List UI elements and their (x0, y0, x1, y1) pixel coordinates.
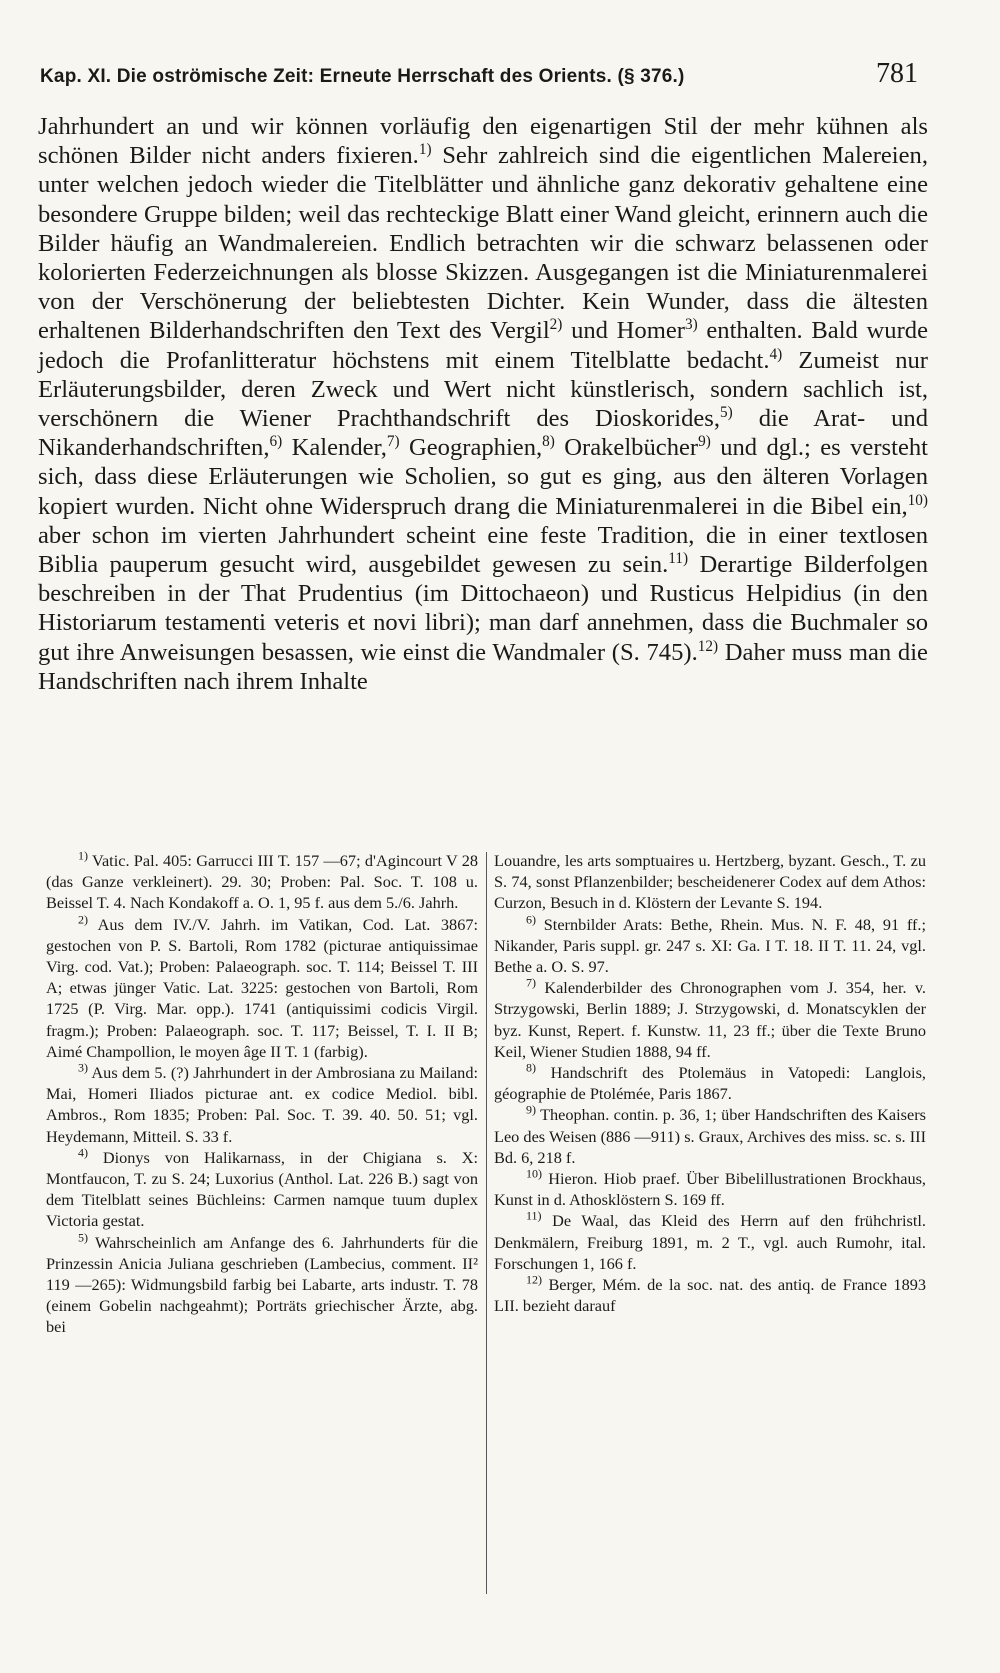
footnote (46, 1062, 478, 1147)
footnote-text: Aus dem IV./V. Jahrh. im Vatikan, Cod. Lat. 3867: gestochen von P. S. Bartoli, Rom 1782 (picturae antiquissimae Virg. cod. Vat.); Proben: Palaeograph. soc. T. 114; Beissel T. III A; etwas jünger Vatic. Lat. 3225: gestochen von Bartoli, Rom 1725 (P. Virg. Mar. opp.). 1741 (antiquissimi codicis Virgil. fragm.); Proben: Palaeograph. soc. T. 117; Beissel, T. I. II B; Aimé Champollion, le moyen âge II T. 1 (farbig). (46, 914, 478, 1061)
footnote-reference: 1) (418, 141, 432, 159)
body-text-run: und Homer (562, 317, 685, 345)
footnote (494, 1168, 926, 1210)
footnote-text: Hieron. Hiob praef. Über Bibelillustrationen Brockhaus, Kunst in d. Athosklöstern S. 169 ff. (494, 1169, 926, 1210)
footnote (46, 850, 478, 914)
footnote-number: 12) (526, 1272, 542, 1287)
footnote-reference: 2) (549, 316, 563, 334)
footnote-text: De Waal, das Kleid des Herrn auf den frühchristl. Denkmälern, Freiburg 1891, m. 2 T., vgl. auch Rumohr, ital. Forschungen 1, 166 f. (494, 1211, 926, 1273)
body-text-run: Geographien, (399, 434, 543, 462)
footnote-text: Handschrift des Ptolemäus in Vatopedi: Langlois, géographie de Ptolémée, Paris 1867. (494, 1063, 926, 1104)
footnote (46, 914, 478, 1062)
footnote-reference: 6) (269, 433, 283, 451)
body-text-run: Zumeist nur Erläuterungsbilder, deren Zweck und Wert nicht künstlerisch, sondern sachlich ist, verschönern die Wiener Prachthandschrift des Dioskorides, (38, 346, 929, 433)
page-header (40, 58, 918, 98)
footnote-text: Vatic. Pal. 405: Garrucci III T. 157 —67; d'Agincourt V 28 (das Ganze verkleinert). 29. 30; Proben: Pal. Soc. T. 108 u. Beissel T. 4. Nach Kondakoff a. O. 1, 95 f. aus dem 5./6. Jahrh. (46, 851, 478, 913)
body-text-run: Orakelbücher (554, 434, 699, 462)
footnote-text: Louandre, les arts somptuaires u. Hertzberg, byzant. Gesch., T. zu S. 74, sonst Pflanzenbilder; bescheidenerer Codex auf dem Athos: Curzon, Besuch in d. Klöstern der Levante S. 194. (494, 851, 926, 913)
footnote-text: Sternbilder Arats: Bethe, Rhein. Mus. N. F. 48, 91 ff.; Nikander, Paris suppl. gr. 247 s. XI: Ga. I T. 18. II T. 11. 24, vgl. Bethe a. O. S. 97. (494, 914, 926, 977)
footnote-text: Aus dem 5. (?) Jahrhundert in der Ambrosiana zu Mailand: Mai, Homeri Iliados picturae ant. ex codice Mediol. bibl. Ambros., Rom 1835; Proben: Pal. Soc. T. 39. 40. 50. 51; vgl. Heydemann, Mitteil. S. 33 f. (46, 1063, 478, 1146)
footnote-reference: 4) (769, 345, 783, 363)
footnote-text: Berger, Mém. de la soc. nat. des antiq. de France 1893 LII. bezieht darauf (494, 1275, 926, 1316)
footnote (494, 914, 926, 978)
body-text-run: Sehr zahlreich sind die eigentlichen Malereien, unter welchen jedoch wieder die Titelblätter und ähnliche ganz dekorativ gehaltene eine besondere Gruppe bilden; weil das rechteckige Blatt einer Wand gleicht, erinnern auch die Bilder häufig an Wandmalereien. Endlich betrachten wir die schwarz belassenen oder kolorierten Federzeichnungen als blosse Skizzen. Ausgegangen ist die Miniaturenmalerei von der Verschönerung der beliebtesten Dichter. Kein Wunder, dass die ältesten erhaltenen Bilderhandschriften den Text des Vergil (38, 142, 928, 345)
footnote (494, 1104, 926, 1168)
footnote-number: 5) (78, 1230, 88, 1245)
body-text-run: und dgl.; es versteht sich, dass diese Erläuterungen wie Scholien, so gut es ging, aus den älteren Vorlagen kopiert wurden. Nicht ohne Widerspruch drang die Miniaturenmalerei in die Bibel ein, (38, 434, 928, 520)
body-text-run: Derartige Bilderfolgen beschreiben in der That Prudentius (im Dittochaeon) und Rusticus Helpidius (in den Historiarum testamenti veteris et novi libri); man darf annehmen, dass die Buchmaler so gut ihre Anweisungen besassen, wie einst die Wandmaler (S. 745). (38, 551, 929, 666)
footnote (494, 1274, 926, 1316)
footnote (46, 1232, 478, 1338)
footnote-text: Dionys von Halikarnass, in der Chigiana s. X: Montfaucon, T. zu S. 24; Luxorius (Anthol. Lat. 226 B.) sagt von dem Titelblatt seines Büchleins: Carmen namque tuum duplex Victoria gestat. (46, 1147, 478, 1231)
footnote-number: 8) (526, 1060, 536, 1075)
body-text-run: Jahrhundert an und wir können vorläufig den eigenartigen Stil der mehr kühnen als schönen Bilder nicht anders fixieren. (38, 113, 928, 170)
footnote-number: 11) (526, 1209, 542, 1224)
running-head: Kap. XI. Die oströmische Zeit: Erneute Herrschaft des Orients. (§ 376.) (40, 66, 685, 87)
footnote (494, 1210, 926, 1274)
page-number: 781 (876, 58, 918, 89)
footnote-number: 9) (526, 1103, 536, 1118)
main-text (38, 112, 928, 696)
footnotes-right-column (494, 850, 926, 1594)
body-text-run: enthalten. Bald wurde jedoch die Profanlitteratur höchstens mit einem Titelblatte bedacht. (38, 317, 928, 374)
footnote-reference: 11) (668, 549, 689, 567)
footnote-number: 2) (78, 912, 88, 927)
footnote-text: Theophan. contin. p. 36, 1; über Handschriften des Kaisers Leo des Weisen (886 —911) s. Graux, Archives des miss. sc. s. III Bd. 6, 218 f. (494, 1105, 926, 1167)
footnotes (46, 850, 926, 1594)
column-divider (486, 852, 487, 1594)
body-text-run: aber schon im vierten Jahrhundert scheint eine feste Tradition, die in einer textlosen Biblia pauperum gesucht wird, ausgebildet gewesen zu sein. (38, 521, 928, 579)
footnote-text: Kalenderbilder des Chronographen vom J. 354, her. v. Strzygowski, Berlin 1889; J. Strzygowski, d. Monatscyklen der byz. Kunst, Repert. f. Kunstw. 11, 23 ff.; über die Texte Bruno Keil, Wiener Studien 1888, 94 ff. (494, 978, 926, 1061)
footnote-number: 3) (78, 1060, 88, 1075)
footnote-reference: 12) (697, 637, 719, 655)
footnote-number: 1) (78, 848, 88, 863)
footnote-number: 4) (78, 1145, 88, 1160)
footnote-number: 10) (526, 1166, 542, 1181)
footnote (494, 1062, 926, 1104)
body-text-run: Kalender, (282, 434, 387, 462)
footnote-number: 7) (526, 975, 536, 990)
footnote-reference: 10) (907, 491, 928, 509)
body-text-run: Daher muss man die Handschriften nach ihrem Inhalte (38, 638, 928, 695)
footnote (46, 1147, 478, 1232)
footnote-reference: 9) (698, 433, 711, 451)
footnote (494, 850, 926, 914)
footnote-reference: 8) (542, 433, 555, 451)
footnote-reference: 7) (386, 433, 400, 451)
footnotes-left-column (46, 850, 478, 1594)
footnote-reference: 5) (720, 403, 733, 421)
body-text-run: die Arat- und Nikanderhandschriften, (38, 405, 928, 462)
footnote (494, 977, 926, 1062)
footnote-reference: 3) (684, 316, 698, 334)
footnote-number: 6) (526, 912, 536, 927)
footnote-text: Wahrscheinlich am Anfange des 6. Jahrhunderts für die Prinzessin Anicia Juliana geschrieben (Lambecius, comment. II² 119 —265): Widmungsbild farbig bei Labarte, arts industr. T. 78 (einem Gobelin nachgeahmt); Porträts griechischer Ärzte, abg. bei (46, 1232, 478, 1337)
